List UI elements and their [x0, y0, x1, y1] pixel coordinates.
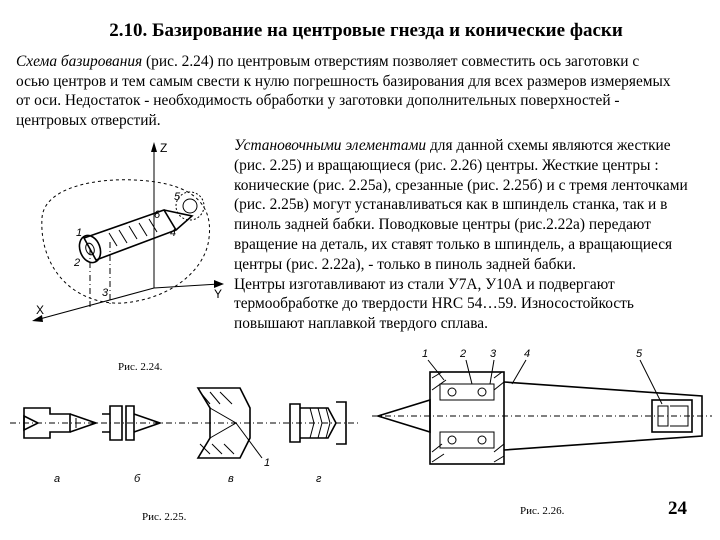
fig24-label-5: 5 — [174, 191, 181, 203]
centers-paragraph — [234, 136, 712, 334]
centers-line-10: повышают наплавкой твердого сплава. — [234, 315, 488, 333]
fig26-leader-5 — [640, 360, 662, 404]
fig26-label-4: 4 — [524, 348, 531, 360]
intro-line-4: центровых отверстий. — [16, 111, 161, 129]
fig26-label-5: 5 — [636, 348, 643, 360]
fig24-label-3: 3 — [102, 287, 109, 299]
intro-line-2: осью центров и тем самым свести к нулю погрешность базирования для всех размеров измеряемых — [16, 72, 671, 90]
axis-z-label: Z — [160, 141, 168, 155]
axis-y-label: Y — [214, 287, 223, 301]
fig25-label-b: б — [134, 473, 141, 485]
figure-2-24 — [14, 138, 244, 358]
z-axis-arrow — [151, 142, 157, 152]
intro-paragraph — [16, 52, 706, 130]
centers-line-1 — [234, 136, 712, 156]
bearing-housing — [430, 372, 504, 464]
fig26-leader-4 — [512, 360, 526, 384]
page-title: 2.10. Базирование на центровые гнезда и конические фаски — [109, 20, 623, 41]
page-number: 24 — [668, 498, 687, 519]
fig25-label-1: 1 — [264, 457, 271, 469]
y-axis — [154, 284, 219, 288]
fig26-label-2: 2 — [460, 348, 467, 360]
centers-line-7: центры (рис. 2.22а), - только в пиноль задней бабки. — [234, 255, 577, 273]
cylinder-body — [84, 210, 176, 260]
figure-2-26 — [372, 344, 712, 484]
rotation-circle-inner — [183, 199, 197, 213]
fig25-leader-1 — [236, 423, 262, 458]
axis-x-label: X — [36, 303, 45, 317]
fig24-label-2: 2 — [74, 257, 81, 269]
figure-2-25 — [10, 378, 360, 488]
fig25-caption: Рис. 2.25. — [142, 511, 187, 523]
fig24-label-1: 1 — [76, 227, 83, 239]
fig26-label-3: 3 — [490, 348, 497, 360]
fig25-label-c: в — [228, 473, 234, 485]
intro-italic-lead: Схема базирования — [16, 53, 143, 70]
centers-line-4: (рис. 2.25в) могут устанавливаться как в шпиндель станка, так и в — [234, 196, 668, 214]
centers-line-1-text: для данной схемы являются жесткие — [426, 137, 671, 154]
fig25-label-a: а — [54, 473, 61, 485]
centers-italic-lead: Установочными элементами — [234, 137, 427, 154]
fig24-caption: Рис. 2.24. — [118, 361, 163, 373]
intro-line-3: от оси. Недостаток - необходимость обработки у заготовки дополнительных поверхностей - — [16, 92, 620, 110]
centers-line-6: вращение на деталь, их ставят только в шпиндель, а вращающиеся — [234, 235, 673, 253]
fig26-label-1: 1 — [422, 348, 429, 360]
fig24-label-4: 4 — [170, 227, 177, 239]
centers-line-3: конические (рис. 2.25а), срезанные (рис. 2.25б) и с тремя ленточками — [234, 176, 688, 194]
fig25-label-d: г — [316, 473, 322, 485]
fig26-caption: Рис. 2.26. — [520, 505, 565, 517]
x-axis — [36, 288, 154, 320]
intro-line-1-text: (рис. 2.24) по центровым отверстиям позволяет совместить ось заготовки с — [142, 53, 640, 70]
cylinder-hatching — [109, 219, 157, 246]
centers-line-9: термообработке до твердости HRC 54…59. Износостойкость — [234, 295, 634, 313]
centers-line-2: (рис. 2.25) и вращающиеся (рис. 2.26) центры. Жесткие центры : — [234, 156, 659, 174]
centers-line-8: Центры изготавливают из стали У7А, У10А и подвергают — [234, 275, 615, 293]
fig24-label-6: 6 — [154, 209, 161, 221]
centers-line-5: пиноль задней бабки. Поводковые центры (рис.2.22а) передают — [234, 216, 651, 234]
intro-line-1 — [16, 52, 706, 72]
center-a — [24, 408, 96, 438]
